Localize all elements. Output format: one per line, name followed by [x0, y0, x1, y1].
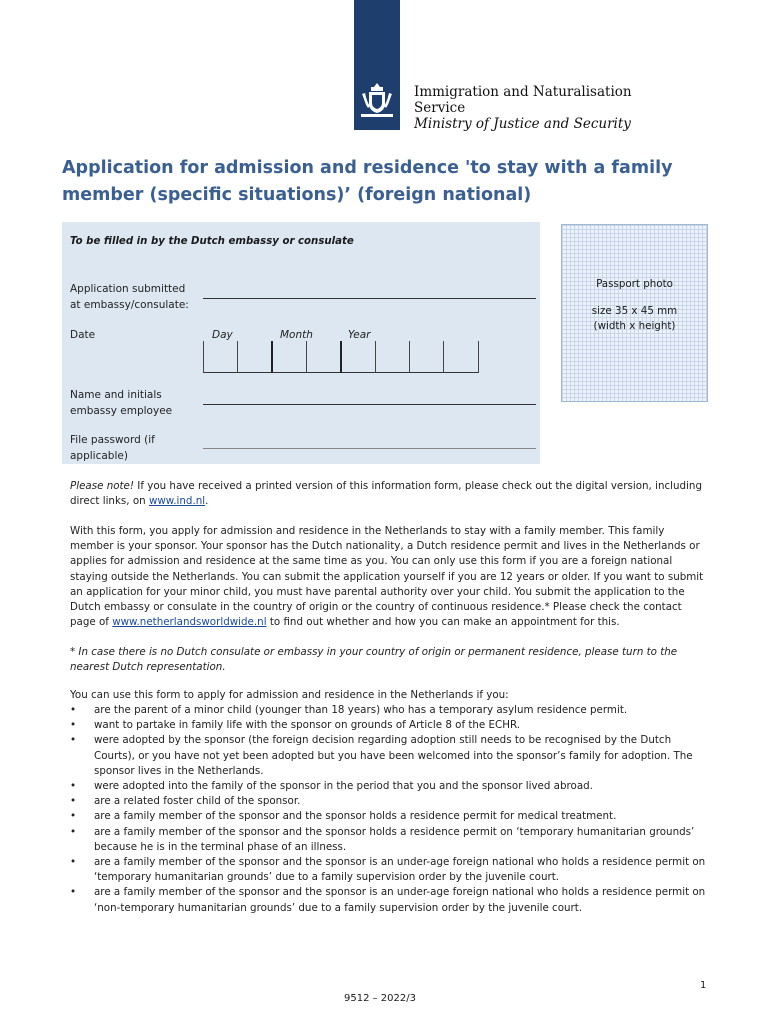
date-label: Date — [70, 329, 96, 341]
day-label: Day — [212, 329, 233, 341]
submitted-label — [70, 281, 189, 313]
page-title — [62, 155, 722, 209]
date-field[interactable] — [203, 341, 479, 373]
date-tick — [375, 341, 376, 373]
list-item: • want to partake in family life with the sponsor on grounds of Article 8 of the ECHR. — [70, 718, 710, 733]
ind-link[interactable]: www.ind.nl — [148, 495, 206, 508]
employee-name-label — [70, 387, 172, 419]
date-tick — [409, 341, 410, 373]
date-tick — [306, 341, 307, 373]
year-label: Year — [348, 329, 371, 341]
footnote: * In case there is no Dutch consulate or embassy in your country of origin or permanent residence, please turn to the nearest Dutch representation. — [70, 646, 678, 674]
passport-photo-size: size 35 x 45 mm — [591, 305, 678, 317]
title-line2: member (specific situations)’ (foreign national) — [62, 185, 532, 205]
page-number: 1 — [700, 980, 707, 991]
criteria-list — [70, 703, 710, 916]
employee-name-label-line1: Name and initials — [70, 389, 162, 401]
list-item: • are a related foster child of the sponsor. — [70, 794, 710, 809]
org-name-line1: Immigration and Naturalisation — [414, 84, 632, 100]
note-suffix: . — [205, 495, 209, 508]
file-password-label-line1: File password (if — [70, 434, 155, 446]
date-tick — [443, 341, 444, 373]
list-item: • are a family member of the sponsor and the sponsor holds a residence permit on ‘temporary humanitarian grounds’ because he is in the terminal phase of an illness. — [70, 825, 710, 855]
intro-paragraph — [70, 524, 710, 630]
note-paragraph — [70, 479, 710, 509]
file-password-label-line2: applicable) — [70, 450, 128, 462]
date-tick — [237, 341, 238, 373]
note-prefix: Please note! — [70, 480, 135, 492]
submitted-label-line2: at embassy/consulate: — [70, 299, 189, 311]
coat-of-arms-icon — [358, 80, 396, 120]
date-separator — [340, 341, 342, 373]
form-code: 9512 – 2022/3 — [344, 993, 416, 1004]
list-item: • are a family member of the sponsor and the sponsor holds a residence permit for medical treatment. — [70, 809, 710, 824]
date-tick — [203, 341, 204, 373]
passport-photo-label: Passport photo — [596, 278, 673, 290]
intro-text: With this form, you apply for admission and residence in the Netherlands to stay with a family member. This family member is your sponsor. Your sponsor has the Dutch nationality, a Dutch residence permit and lives in the Netherlands or applies for admission and residence at the same time as you. You can only use this form if you are a foreign national staying outside the Netherlands. You can submit the application yourself if you are 12 years or older. If you want to submit an application for your minor child, you must have parental authority over your child. You submit the application to the Dutch embassy or consulate in the country of origin or the country of continuous residence.* Please check the contact page of — [70, 525, 704, 629]
intro-suffix: to find out whether and how you can make an appointment for this. — [266, 616, 620, 629]
criteria-intro: You can use this form to apply for admission and residence in the Netherlands if you: — [70, 689, 509, 701]
netherlandsworldwide-link[interactable]: www.netherlandsworldwide.nl — [112, 616, 267, 629]
title-line1: Application for admission and residence 'to stay with a family — [62, 158, 673, 178]
list-item: • are a family member of the sponsor and the sponsor is an under-age foreign national who holds a residence permit on ‘temporary humanitarian grounds’ due to a family supervision order by the juvenile court. — [70, 855, 710, 885]
ministry-name: Ministry of Justice and Security — [414, 116, 631, 132]
list-item: • were adopted by the sponsor (the foreign decision regarding adoption still needs to be recognised by the Dutch Courts), or you have not yet been adopted but you have been welcomed into the sponsor’s family for adoption. The sponsor lives in the Netherlands. — [70, 733, 710, 779]
month-label: Month — [280, 329, 313, 341]
submitted-field[interactable] — [203, 298, 536, 299]
list-item: • are a family member of the sponsor and the sponsor is an under-age foreign national who holds a residence permit on ‘non-temporary humanitarian grounds’ due to a family supervision order by the juvenile court. — [70, 885, 710, 915]
embassy-section-heading: To be filled in by the Dutch embassy or consulate — [70, 236, 354, 247]
date-tick — [478, 341, 479, 373]
org-name-line2: Service — [414, 100, 466, 116]
passport-photo-dimensions: (width x height) — [593, 320, 676, 332]
list-item: • are the parent of a minor child (younger than 18 years) who has a temporary asylum residence permit. — [70, 703, 710, 718]
file-password-label — [70, 432, 155, 464]
note-text: If you have received a printed version of this information form, please check out the digital version, including direct links, on — [70, 480, 702, 508]
submitted-label-line1: Application submitted — [70, 283, 186, 295]
employee-name-field[interactable] — [203, 404, 536, 405]
list-item: • were adopted into the family of the sponsor in the period that you and the sponsor lived abroad. — [70, 779, 710, 794]
date-separator — [271, 341, 273, 373]
file-password-field[interactable] — [203, 448, 536, 449]
employee-name-label-line2: embassy employee — [70, 405, 173, 417]
